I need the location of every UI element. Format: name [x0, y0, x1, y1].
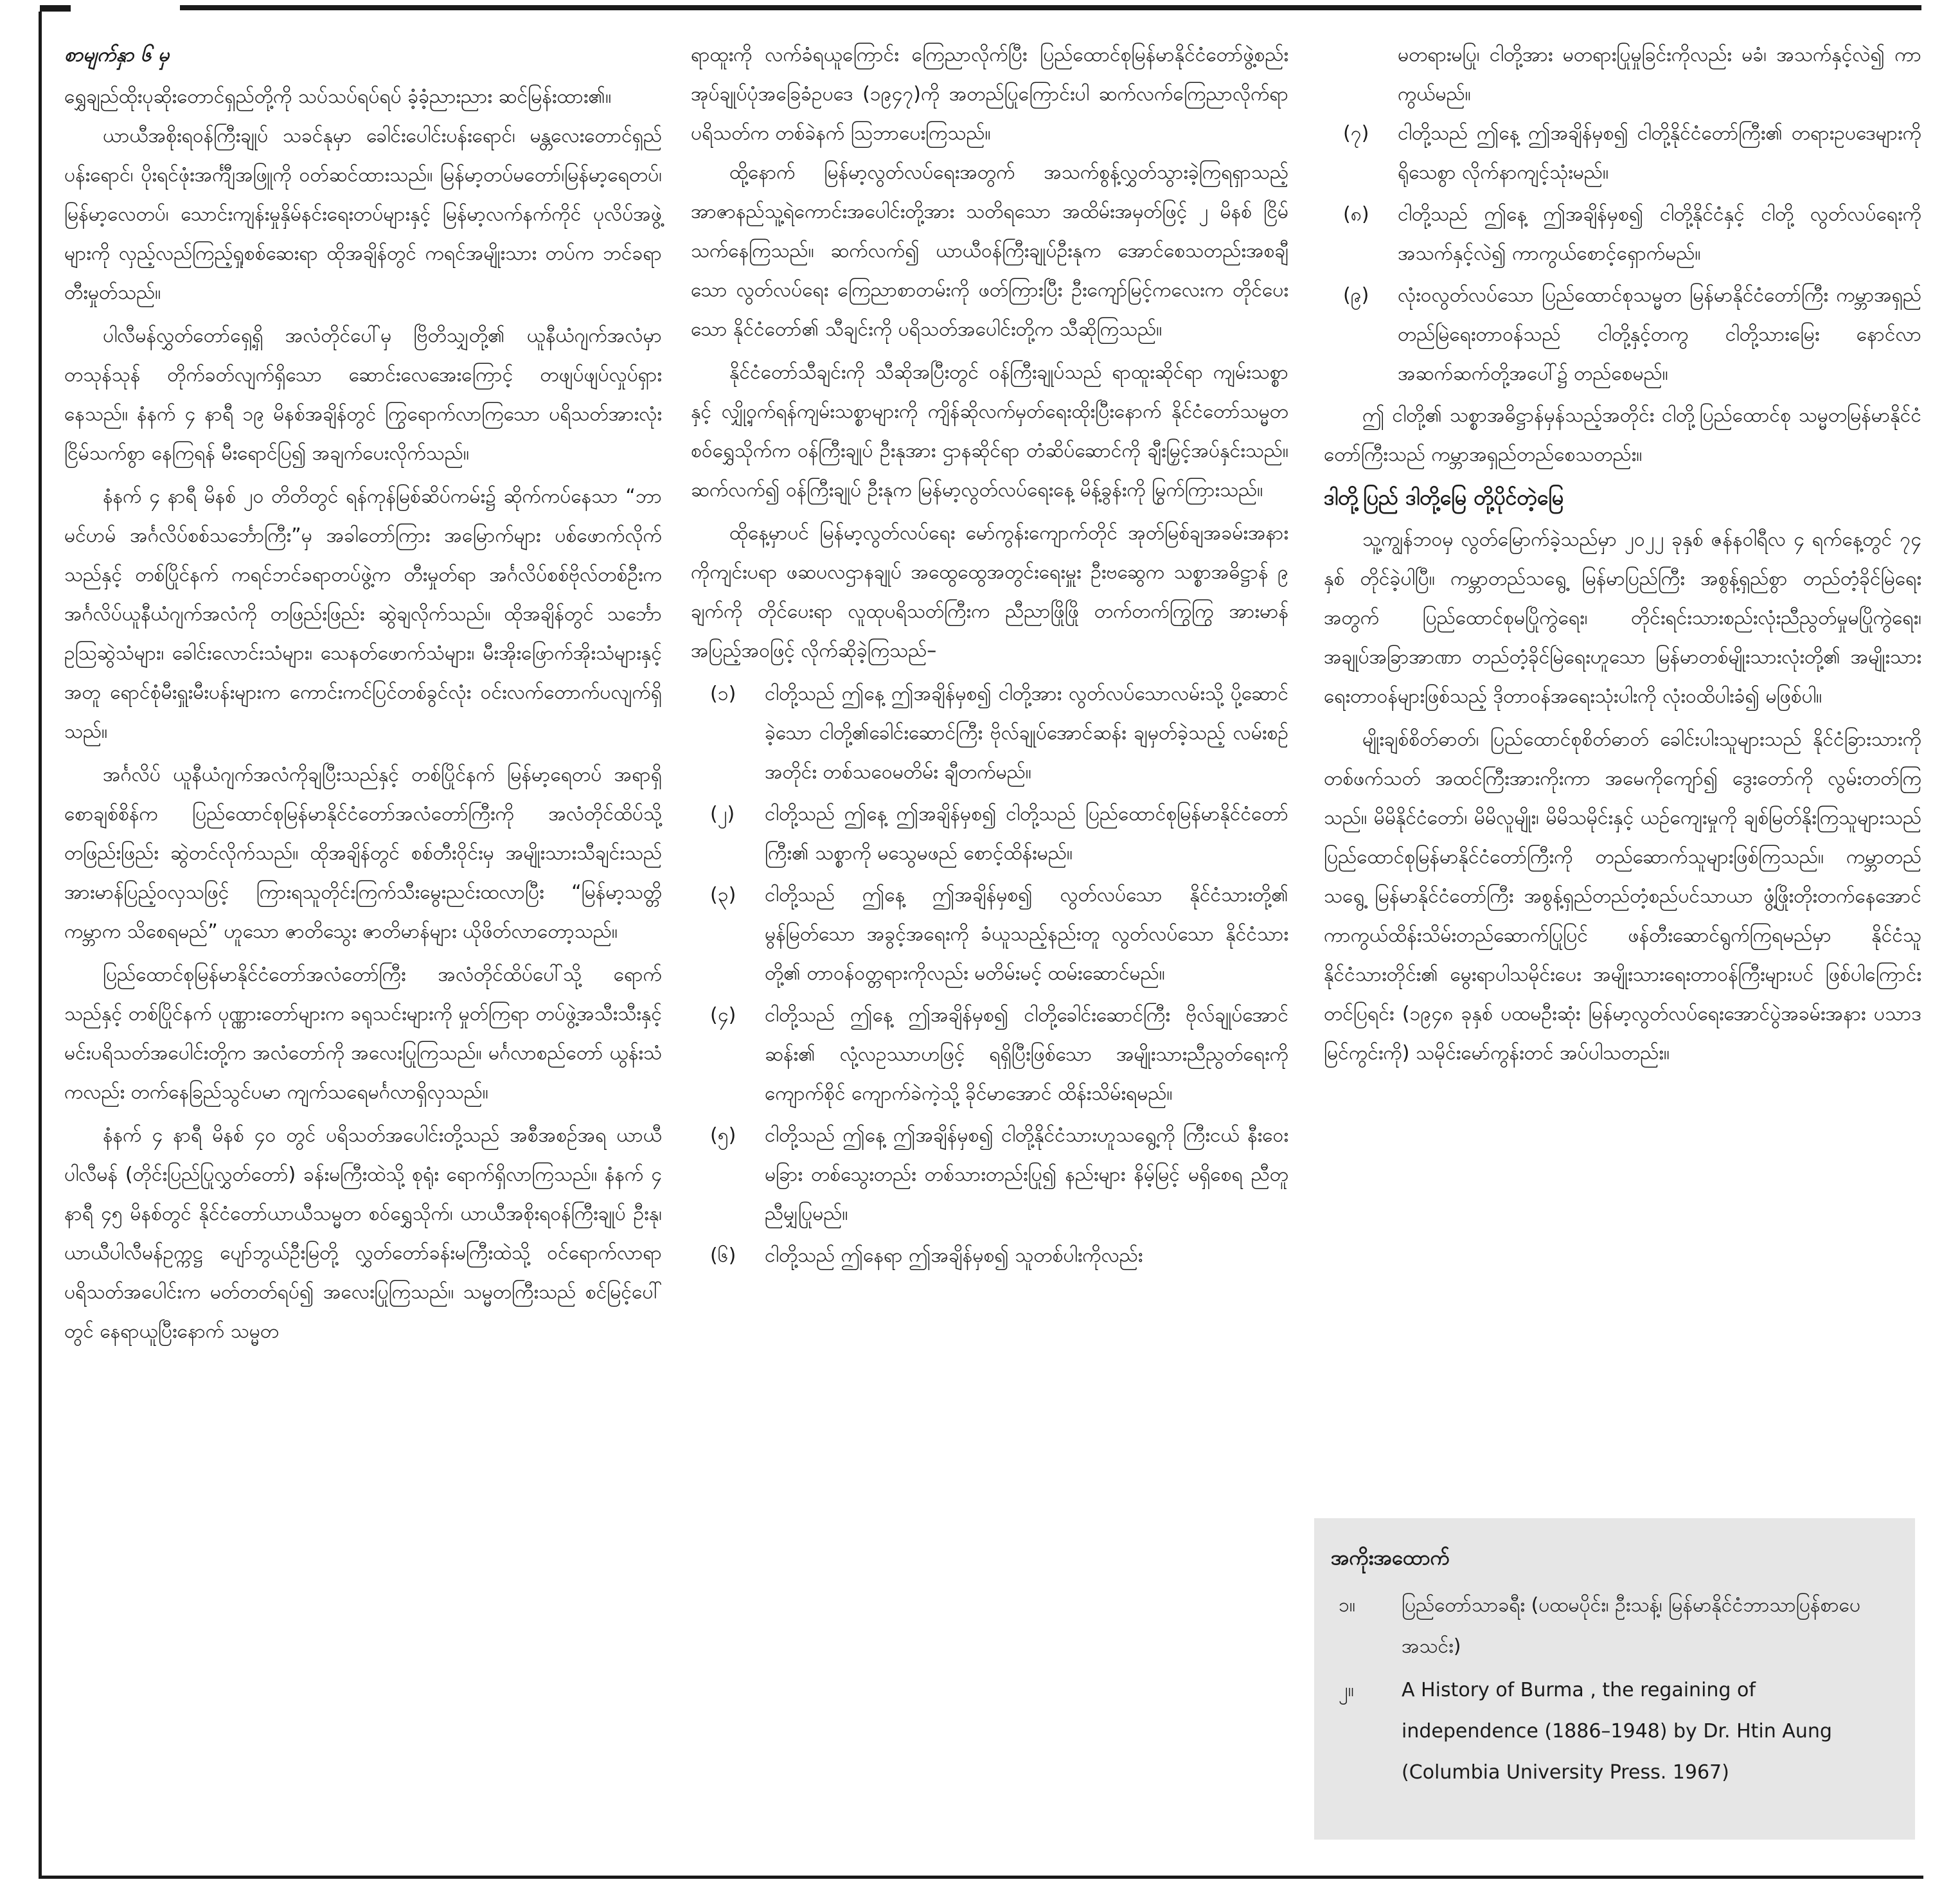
paragraph: ထိုနေ့မှာပင် မြန်မာ့လွတ်လပ်ရေး မော်ကွန်းကျောက်တိုင် အုတ်မြစ်ချအခမ်းအနားကိုကျင်းပရာ ဖဆပလဌာနချုပ် အထွေထွေအတွင်းရေးမှူး ဦးဗဆွေက သစ္စာအဓိဋ္ဌာန် ၉ ချက်ကို တိုင်ပေးရာ လူထုပရိသတ်ကြီးက ညီညာဖြိုဖြို တက်တက်ကြွကြွ အားမာန်အပြည့်အဝဖြင့် လိုက်ဆိုခဲ့ကြသည်– [691, 522, 1288, 662]
list-item [1324, 276, 1921, 393]
list-number: (၉) [1343, 284, 1369, 307]
paragraph: အင်္ဂလိပ် ယူနီယံဂျက်အလံကိုချပြီးသည်နှင့် တစ်ပြိုင်နက် မြန်မာ့ရေတပ် အရာရှိ စောချစ်စိန်က ပြည်ထောင်စုမြန်မာနိုင်ငံတော်အလံတော်ကြီးကို အလံတိုင်ထိပ်သို့ တဖြည်းဖြည်း ဆွဲတင်လိုက်သည်။ ထိုအချိန်တွင် စစ်တီးဝိုင်းမှ အမျိုးသားသီချင်းသည် အားမာန်ပြည့်ဝလှသဖြင့် ကြားရသူတိုင်းကြက်သီးမွေးညင်းထလာပြီး “မြန်မာ့သတ္တိ ကမ္ဘာက သိစေရမည်” ဟူသော ဇာတိသွေး ဇာတိမာန်များ ယိုဖိတ်လာတော့သည်။ [64, 764, 662, 943]
paragraph: ဤ ငါတို့၏ သစ္စာအဓိဋ္ဌာန်မှန်သည့်အတိုင်း ငါတို့ပြည်ထောင်စု သမ္မတမြန်မာနိုင်ငံတော်ကြီးသည် ကမ္ဘာအရှည်တည်စေသတည်း။ [1324, 404, 1921, 466]
paragraph: သူ့ကျွန်ဘဝမှ လွတ်မြောက်ခဲ့သည်မှာ ၂၀၂၂ ခုနှစ် ဇန်နဝါရီလ ၄ ရက်နေ့တွင် ၇၄ နှစ် တိုင်ခဲ့ပါပြီ။ ကမ္ဘာတည်သရွေ့ မြန်မာပြည်ကြီး အစွန့်ရှည်စွာ တည်တံ့ခိုင်မြဲရေးအတွက် ပြည်ထောင်စုမပြိုကွဲရေး၊ တိုင်းရင်းသားစည်းလုံးညီညွတ်မှုမပြိုကွဲရေး၊ အချုပ်အခြာအာဏာ တည်တံ့ခိုင်မြဲရေးဟူသော မြန်မာတစ်မျိုးသားလုံးတို့၏ အမျိုးသားရေးတာဝန်များဖြစ်သည့် ဒိုတာဝန်အရေးသုံးပါးကို လုံးဝထိပါးခံ၍ မဖြစ်ပါ။ [1324, 528, 1921, 708]
corner-mark [40, 5, 71, 12]
list-item [1324, 114, 1921, 192]
top-rule [180, 5, 1921, 10]
reference-item [1331, 1585, 1898, 1667]
paragraph: ပြည်ထောင်စုမြန်မာနိုင်ငံတော်အလံတော်ကြီး အလံတိုင်ထိပ်ပေါ်သို့ ရောက်သည်နှင့် တစ်ပြိုင်နက် ပုဏ္ဏားတော်များက ခရုသင်းများကို မှုတ်ကြရာ တပ်ဖွဲ့အသီးသီးနှင့် မင်းပရိသတ်အပေါင်းတို့က အလံတော်ကို အလေးပြုကြသည်။ မင်္ဂလာစည်တော် ယွန်းသံကလည်း တက်နေခြည်သွင်ပမာ ကျက်သရေမင်္ဂလာရှိလှသည်။ [64, 963, 662, 1104]
reference-number: ၁။ [1339, 1594, 1355, 1617]
list-text: ငါတို့သည် ဤနေရာ ဤအချိန်မှစ၍ သူတစ်ပါးကိုလည်း [765, 1244, 1143, 1267]
list-text: လုံးဝလွတ်လပ်သော ပြည်ထောင်စုသမ္မတ မြန်မာနိုင်ငံတော်ကြီး ကမ္ဘာအရှည် တည်မြဲရေးတာဝန်သည် ငါတို့နှင့်တကွ ငါတို့သားမြေး နောင်လာအဆက်ဆက်တို့အပေါ်၌ တည်စေမည်။ [1398, 284, 1921, 385]
list-number: (၇) [1343, 122, 1369, 145]
continued-from-label: စာမျက်နှာ ၆ မှ [64, 44, 170, 66]
references-title: အကိုးအထောက် [1331, 1546, 1450, 1570]
list-item [691, 1236, 1288, 1275]
list-item [691, 1116, 1288, 1233]
paragraph: ရာထူးကို လက်ခံရယူကြောင်း ကြေညာလိုက်ပြီး ပြည်ထောင်စုမြန်မာနိုင်ငံတော်ဖွဲ့စည်းအုပ်ချုပ်ပုံအခြေခံဥပဒေ (၁၉၄၇)ကို အတည်ပြုကြောင်းပါ ဆက်လက်ကြေညာလိုက်ရာ ပရိသတ်က တစ်ခဲနက် သြဘာပေးကြသည်။ [691, 44, 1288, 145]
reference-item [1331, 1670, 1898, 1793]
paragraph: ရွှေချည်ထိုးပုဆိုးတောင်ရှည်တို့ကို သပ်သပ်ရပ်ရပ် ခံ့ခံ့ညားညား ဆင်မြန်းထား၏။ [64, 85, 612, 108]
paragraph: ယာယီအစိုးရဝန်ကြီးချုပ် သခင်နုမှာ ခေါင်းပေါင်းပန်းရောင်၊ မန္တလေးတောင်ရှည် ပန်းရောင်၊ ပိုးရင်ဖုံးအင်္ကျီအဖြူကို ဝတ်ဆင်ထားသည်။ မြန်မာ့တပ်မတော်၊မြန်မာ့ရေတပ်၊ မြန်မာ့လေတပ်၊ သောင်းကျန်းမှုနှိမ်နင်းရေးတပ်များနှင့် မြန်မာ့လက်နက်ကိုင် ပုလိပ်အဖွဲ့များကို လှည့်လည်ကြည့်ရှုစစ်ဆေးရာ ထိုအချိန်တွင် ကရင်အမျိုးသား တပ်က ဘင်ခရာ တီးမှုတ်သည်။ [64, 125, 662, 304]
list-item [691, 875, 1288, 993]
list-number: (၂) [710, 803, 735, 825]
list-number: (၄) [710, 1004, 736, 1026]
paragraph: ထို့နောက် မြန်မာ့လွတ်လပ်ရေးအတွက် အသက်စွန့်လွှတ်သွားခဲ့ကြရရှာသည့် အာဇာနည်သူ့ရဲကောင်းအပေါင်းတို့အား သတိရသော အထိမ်းအမှတ်ဖြင့် ၂ မိနစ် ငြိမ်သက်နေကြသည်။ ဆက်လက်၍ ယာယီဝန်ကြီးချုပ်ဦးနုက အောင်စေသတည်းအစချီသော လွတ်လပ်ရေး ကြေညာစာတမ်းကို ဖတ်ကြားပြီး ဦးကျော်မြင့်ကလေးက တိုင်ပေးသော နိုင်ငံတော်၏ သီချင်းကို ပရိသတ်အပေါင်းတို့က သီဆိုကြသည်။ [691, 161, 1288, 341]
list-item [1324, 195, 1921, 273]
column-3 [1324, 35, 1921, 1077]
list-number: (၅) [710, 1124, 736, 1147]
paragraph: မျိုးချစ်စိတ်ဓာတ်၊ ပြည်ထောင်စုစိတ်ဓာတ် ခေါင်းပါးသူများသည် နိုင်ငံခြားသားကို တစ်ဖက်သတ် အထင်ကြီးအားကိုးကာ အမေကိုကျော်၍ ဒွေးတော်ကို လွမ်းတတ်ကြသည်။ မိမိနိုင်ငံတော်၊ မိမိလူမျိုး၊ မိမိသမိုင်းနှင့် ယဉ်ကျေးမှုကို ချစ်မြတ်နိုးကြသူများသည် ပြည်ထောင်စုမြန်မာနိုင်ငံတော်ကြီးကို တည်ဆောက်သူများဖြစ်ကြသည်။ ကမ္ဘာတည်သရွေ့ မြန်မာနိုင်ငံတော်ကြီး အစွန့်ရှည်တည်တံ့စည်ပင်သာယာ ဖွံ့ဖြိုးတိုးတက်နေအောင် ကာကွယ်ထိန်းသိမ်းတည်ဆောက်ပြုပြင် ဖန်တီးဆောင်ရွက်ကြရမည်မှာ နိုင်ငံသူ နိုင်ငံသားတိုင်း၏ မွေးရာပါသမိုင်းပေး အမျိုးသားရေးတာဝန်ကြီးများပင် ဖြစ်ပါကြောင်း တင်ပြရင်း (၁၉၄၈ ခုနှစ် ပထမဦးဆုံး မြန်မာ့လွတ်လပ်ရေးအောင်ပွဲအခမ်းအနား ပသာဒမြင်ကွင်းကို) သမိုင်းမော်ကွန်းတင် အပ်ပါသတည်း။ [1324, 728, 1921, 1064]
column-1 [64, 35, 662, 1355]
paragraph: နိုင်ငံတော်သီချင်းကို သီဆိုအပြီးတွင် ဝန်ကြီးချုပ်သည် ရာထူးဆိုင်ရာ ကျမ်းသစ္စာနှင့် လျှို့ဝှက်ရန်ကျမ်းသစ္စာများကို ကျိန်ဆိုလက်မှတ်ရေးထိုးပြီးနောက် နိုင်ငံတော်သမ္မတ စဝ်ရွှေသိုက်က ဝန်ကြီးချုပ် ဦးနုအား ဌာနဆိုင်ရာ တံဆိပ်ဆောင်ကို ချီးမြှင့်အပ်နှင်းသည်။ ဆက်လက်၍ ဝန်ကြီးချုပ် ဦးနုက မြန်မာ့လွတ်လပ်ရေးနေ့ မိန့်ခွန်းကို မြွက်ကြားသည်။ [691, 361, 1288, 501]
list-text: ငါတို့သည် ဤနေ့ ဤအချိန်မှစ၍ ငါတို့သည် ပြည်ထောင်စုမြန်မာနိုင်ငံတော်ကြီး၏ သစ္စာကို မသွေမဖည် စောင့်ထိန်းမည်။ [765, 803, 1288, 865]
column-2 [691, 35, 1288, 1278]
paragraph: ပါလီမန်လွှတ်တော်ရှေ့ရှိ အလံတိုင်ပေါ်မှ ဗြိတိသျှတို့၏ ယူနီယံဂျက်အလံမှာ တသုန်သုန် တိုက်ခတ်လျက်ရှိသော ဆောင်းလေအေးကြောင့် တဖျပ်ဖျပ်လှုပ်ရှားနေသည်။ နံနက် ၄ နာရီ ၁၉ မိနစ်အချိန်တွင် ကြွရောက်လာကြသော ပရိသတ်အားလုံး ငြိမ်သက်စွာ နေကြရန် မီးရောင်ပြ၍ အချက်ပေးလိုက်သည်။ [64, 325, 662, 465]
paragraph: နံနက် ၄ နာရီ မိနစ် ၄၀ တွင် ပရိသတ်အပေါင်းတို့သည် အစီအစဉ်အရ ယာယီပါလီမန် (တိုင်းပြည်ပြုလွှတ်တော်) ခန်းမကြီးထဲသို့ စုရုံး ရောက်ရှိလာကြသည်။ နံနက် ၄ နာရီ ၄၅ မိနစ်တွင် နိုင်ငံတော်ယာယီသမ္မတ စဝ်ရွှေသိုက်၊ ယာယီအစိုးရဝန်ကြီးချုပ် ဦးနု၊ ယာယီပါလီမန်ဥက္ကဋ္ဌ ပျော်ဘွယ်ဦးမြတို့ လွှတ်တော်ခန်းမကြီးထဲသို့ ဝင်ရောက်လာရာ ပရိသတ်အပေါင်းက မတ်တတ်ရပ်၍ အလေးပြုကြသည်။ သမ္မတကြီးသည် စင်မြင့်ပေါ်တွင် နေရာယူပြီးနောက် သမ္မတ [64, 1124, 662, 1343]
section-heading: ဒါတို့ပြည် ဒါတို့မြေ တို့ပိုင်တဲ့မြေ [1324, 485, 1564, 510]
list-item [691, 674, 1288, 792]
paragraph: နံနက် ၄ နာရီ မိနစ် ၂၀ တိတိတွင် ရန်ကုန်မြစ်ဆိပ်ကမ်း၌ ဆိုက်ကပ်နေသာ “ဘာမင်ဟမ် အင်္ဂလိပ်စစ်သင်္ဘောကြီး”မှ အခါတော်ကြား အမြောက်များ ပစ်ဖောက်လိုက်သည်နှင့် တစ်ပြိုင်နက် ကရင်ဘင်ခရာတပ်ဖွဲ့က တီးမှုတ်ရာ အင်္ဂလိပ်စစ်ဗိုလ်တစ်ဦးက အင်္ဂလိပ်ယူနီယံဂျက်အလံကို တဖြည်းဖြည်း ဆွဲချလိုက်သည်။ ထိုအချိန်တွင် သင်္ဘောဥဩဆွဲသံများ၊ ခေါင်းလောင်းသံများ၊ သေနတ်ဖောက်သံများ၊ မီးအိုးဖြောက်အိုးသံများနှင့်အတူ ရောင်စုံမီးရှူးမီးပန်းများက ကောင်းကင်ပြင်တစ်ခွင်လုံး ဝင်းလက်တောက်ပလျက်ရှိသည်။ [64, 485, 662, 743]
list-text: ငါတို့သည် ဤနေ့ ဤအချိန်မှစ၍ ငါတို့အား လွတ်လပ်သောလမ်းသို့ ပို့ဆောင်ခဲ့သော ငါတို့၏ခေါင်းဆောင်ကြီး ဗိုလ်ချုပ်အောင်ဆန်း ချမှတ်ခဲ့သည့် လမ်းစဉ်အတိုင်း တစ်သဝေမတိမ်း ချီတက်မည်။ [765, 683, 1288, 784]
list-number: (၆) [710, 1244, 736, 1267]
oath-list [691, 674, 1288, 1275]
list-text: ငါတို့သည် ဤနေ့ ဤအချိန်မှစ၍ ငါတို့နိုင်ငံတော်ကြီး၏ တရားဥပဒေများကို ရိုသေစွာ လိုက်နာကျင့်သုံးမည်။ [1398, 122, 1921, 184]
list-item [691, 996, 1288, 1113]
reference-text: ပြည်တော်သာခရီး (ပထမပိုင်း၊ ဦးသန့်၊ မြန်မာနိုင်ငံဘာသာပြန်စာပေအသင်း) [1402, 1594, 1861, 1658]
list-item [691, 794, 1288, 873]
reference-number: ၂။ [1339, 1679, 1354, 1701]
oath-list [1324, 114, 1921, 393]
list-text: ငါတို့သည် ဤနေ့ ဤအချိန်မှစ၍ လွတ်လပ်သော နိုင်ငံသားတို့၏ မွန်မြတ်သော အခွင့်အရေးကို ခံယူသည့်နည်းတူ လွတ်လပ်သော နိုင်ငံသားတို့၏ တာဝန်ဝတ္တရားကိုလည်း မတိမ်းမင့် ထမ်းဆောင်မည်။ [765, 884, 1288, 985]
list-number: (၁) [710, 683, 736, 705]
list-number: (၈) [1343, 203, 1369, 226]
list-text: ငါတို့သည် ဤနေ့ ဤအချိန်မှစ၍ ငါတို့နိုင်ငံသားဟူသရွေ့ကို ကြီးငယ် နီးဝေး မခြား တစ်သွေးတည်း တစ်သားတည်းပြု၍ နည်းများ နိမ့်မြင့် မရှိစေရ ညီတူ ညီမျှပြုမည်။ [765, 1124, 1288, 1225]
paragraph: မတရားမပြု၊ ငါတို့အား မတရားပြုမှုခြင်းကိုလည်း မခံ၊ အသက်နှင့်လဲ၍ ကာကွယ်မည်။ [1398, 44, 1921, 105]
list-text: ငါတို့သည် ဤနေ့ ဤအချိန်မှစ၍ ငါတို့နိုင်ငံနှင့် ငါတို့ လွတ်လပ်ရေးကို အသက်နှင့်လဲ၍ ကာကွယ်စောင့်ရှောက်မည်။ [1398, 203, 1921, 265]
references-box [1314, 1518, 1915, 1840]
list-text: ငါတို့သည် ဤနေ့ ဤအချိန်မှစ၍ ငါတို့ခေါင်းဆောင်ကြီး ဗိုလ်ချုပ်အောင်ဆန်း၏ လုံ့လဥဿာဟဖြင့် ရရှိပြီးဖြစ်သော အမျိုးသားညီညွတ်ရေးကို ကျောက်စိုင် ကျောက်ခဲကဲ့သို့ ခိုင်မာအောင် ထိန်းသိမ်းရမည်။ [765, 1004, 1288, 1105]
list-number: (၃) [710, 884, 736, 906]
reference-text: A History of Burma , the regaining of independence (1886–1948) by Dr. Htin Aung (Columbia University Press. 1967) [1402, 1679, 1832, 1784]
